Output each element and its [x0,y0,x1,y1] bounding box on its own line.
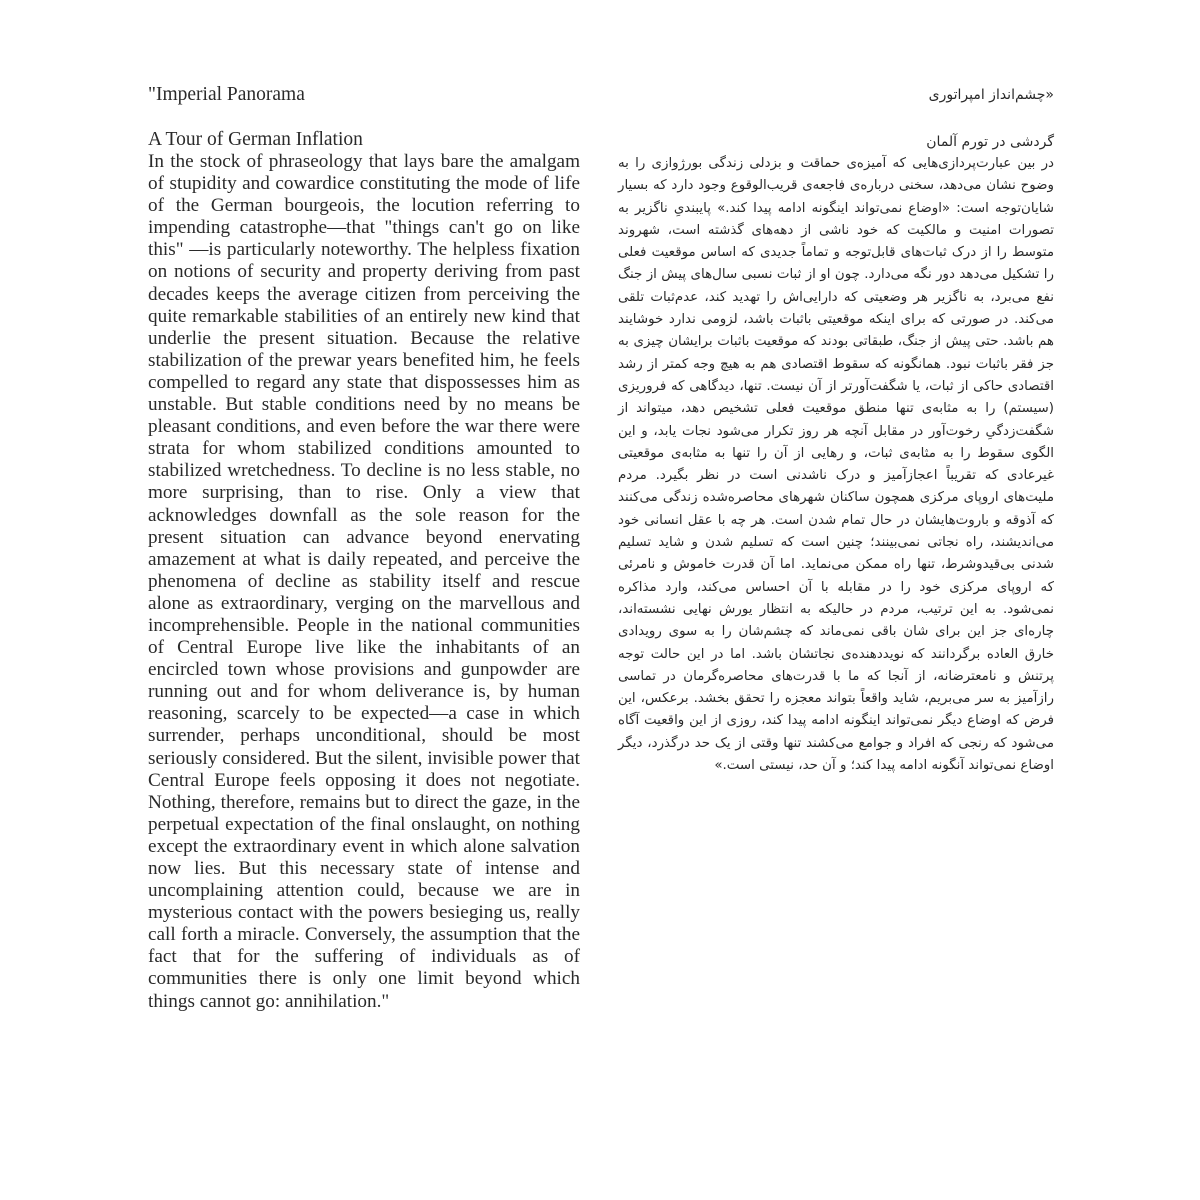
english-body: In the stock of phraseology that lays bare the amalgam of stupidity and cowardice constituting the mode of life of the German bourgeois, the locution referring to impending catastrophe—that "things can't go on like this" —is particularly noteworthy. The helpless fixation on notions of security and property deriving from past decades keeps the average citizen from perceiving the quite remarkable stabilities of an entirely new kind that underlie the present situation. Because the relative stabilization of the prewar years benefited him, he feels compelled to regard any state that dispossesses him as unstable. But stable conditions need by no means be pleasant conditions, and even before the war there were strata for whom stabilized conditions amounted to stabilized wretchedness. To decline is no less stable, no more surprising, than to rise. Only a view that acknowledges downfall as the sole reason for the present situation can advance beyond enervating amazement at what is daily repeated, and perceive the phenomena of decline as stability itself and rescue alone as extraordinary, verging on the marvellous and incomprehensible. People in the national communities of Central Europe live like the inhabitants of an encircled town whose provisions and gunpowder are running out and for whom deliverance is, by human reasoning, scarcely to be expected—a case in which surrender, perhaps unconditional, should be most seriously considered. But the silent, invisible power that Central Europe feels opposing it does not negotiate. Nothing, therefore, remains but to direct the gaze, in the perpetual expectation of the final onslaught, on nothing except the extraordinary event in which alone salvation now lies. But this necessary state of intense and uncomplaining attention could, because we are in mysterious contact with the powers besieging us, really call forth a miracle. Conversely, the assumption that the fact that for the suffering of individuals as of communities there is only one limit beyond which things cannot go: annihilation." [148,151,580,1012]
english-title: "Imperial Panorama [148,84,305,105]
persian-title: «چشم‌انداز امپراتوری [928,87,1054,103]
persian-body: در بین عبارت‌پردازی‌هایی که آمیزه‌ی حماقت و بزدلی زندگی بورژوازی را به وضوح نشان می‌دهد، سخنی درباره‌ی فاجعه‌ی قریب‌الوقوع وجود دارد که بسیار شایان‌توجه است: «اوضاع نمی‌تواند اینگونه ادامه پیدا کند.» پایبندیِ ناگزیر به تصورات امنیت و مالکیت که خود ناشی از دهه‌های گذشته است، شهروند متوسط را از درک ثبات‌های قابل‌توجه و تماماً جدیدی که اساس موقعیت فعلی را تشکیل می‌دهد دور نگه می‌دارد. چون او از ثبات نسبی سال‌های پیش از جنگ نفع می‌برد، به ناگزیر هر وضعیتی که دارایی‌اش را تهدید کند، عدم‌ثبات تلقی می‌کند. در صورتی که برای اینکه موقعیتی باثبات باشد، لزومی ندارد خوشایند هم باشد. حتی پیش از جنگ، طبقاتی بودند که موقعیت باثبات برایشان چیزی به جز فقر باثبات نبود. همانگونه که سقوط اقتصادی هم به هیچ وجه کمتر از رشد اقتصادی حاکی از ثبات، یا شگفت‌آورتر از آن نیست. تنها، دیدگاهی که فروریزی (سیستم) را به مثابه‌ی تنها منطق موقعیت فعلی تشخیص دهد، میتواند از شگفت‌زدگیِ رخوت‌آور در مقابل آنچه هر روز تکرار می‌شود نجات یابد، و این الگوی سقوط را به مثابه‌ی ثبات، و رهایی از آن را تنها به مثابه‌ی موقعیتی غیرعادی که تقریباً اعجازآمیز و درک ناشدنی است در نظر بگیرد. مردم ملیت‌های اروپای مرکزی همچون ساکنان شهرهای محاصره‌شده زندگی می‌کنند که آذوقه و باروت‌هایشان در حال تمام شدن است. هر چه با عقل انسانی خود می‌اندیشند، راه نجاتی نمی‌بینند؛ چنین است که تسلیم شدن و شاید تسلیم شدنی بی‌قیدوشرط، تنها راه ممکن می‌نماید. اما آن قدرت خاموش و نامرئی که اروپای مرکزی خود را در مقابله با آن احساس می‌کند، وارد مذاکره نمی‌شود. به این ترتیب، مردم در حالیکه به انتظار یورش نهایی نشسته‌اند، چاره‌ای جز این برای شان باقی نمی‌ماند که چشم‌شان را به سوی رویدادی خارق العاده برگردانند که نویددهنده‌ی نجاتشان باشد. اما در این حالت توجه پرتنش و نامعترضانه، از آنجا که ما با قدرت‌های محاصره‌گرمان در تماسی رازآمیز به سر می‌بریم، شاید واقعاً بتواند معجزه را تحقق بخشد. برعکس، این فرض که اوضاع دیگر نمی‌تواند اینگونه ادامه پیدا کند، روزی از این واقعیت آگاه می‌شود که رنجی که افراد و جوامع می‌کشند تنها وقتی از یک حد درگذرد، دیگر اوضاع نمی‌تواند آنگونه ادامه پیدا کند؛ و آن حد، نیستی است.» [618,156,1054,774]
persian-column [618,84,1054,777]
english-column [148,84,580,1013]
english-subtitle: A Tour of German Inflation [148,129,363,150]
persian-subtitle: گردشی در تورم آلمان [926,134,1054,150]
